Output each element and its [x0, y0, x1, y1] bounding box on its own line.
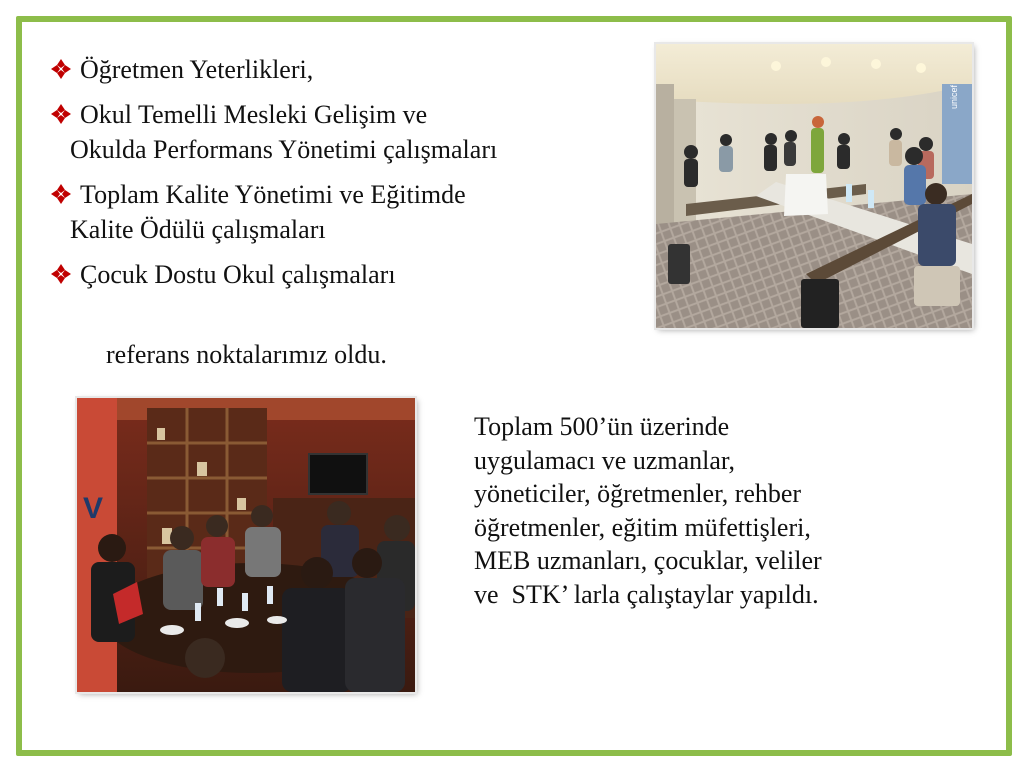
bullet-item [48, 97, 658, 167]
diamond-bullet-icon [50, 58, 72, 80]
paragraph-line: öğretmenler, eğitim müfettişleri, [474, 512, 811, 542]
workshop-paragraph [474, 410, 974, 611]
paragraph-line: Toplam 500’ün üzerinde [474, 412, 730, 441]
bullet-item [48, 52, 658, 87]
unicef-wall-sign: unicef [949, 84, 959, 109]
bullet-text: Kalite Ödülü çalışmaları [70, 215, 326, 244]
diamond-bullet-icon [50, 263, 72, 285]
bullet-list [48, 52, 658, 302]
banner-text: V [83, 492, 104, 525]
paragraph-line: ve STK’ larla çalıştaylar yapıldı. [474, 579, 819, 609]
bullet-item [48, 257, 658, 292]
bullet-text: Çocuk Dostu Okul çalışmaları [80, 260, 396, 289]
bullet-item [48, 177, 658, 247]
paragraph-line: MEB uzmanları, çocuklar, veliler [474, 546, 822, 575]
meeting-table-photo [77, 398, 415, 692]
tail-text: referans noktalarımız oldu. [106, 340, 387, 369]
bullet-text: Toplam Kalite Yönetimi ve Eğitimde [80, 180, 466, 209]
bullet-text: Okulda Performans Yönetimi çalışmaları [70, 135, 498, 164]
paragraph-line: uygulamacı ve uzmanlar, [474, 445, 736, 475]
paragraph-line: yöneticiler, öğretmenler, rehber [474, 479, 802, 508]
workshop-room-photo [656, 44, 972, 328]
diamond-bullet-icon [50, 183, 72, 205]
bullet-text: Öğretmen Yeterlikleri, [80, 55, 314, 84]
diamond-bullet-icon [50, 103, 72, 125]
bullet-text: Okul Temelli Mesleki Gelişim ve [80, 100, 428, 129]
